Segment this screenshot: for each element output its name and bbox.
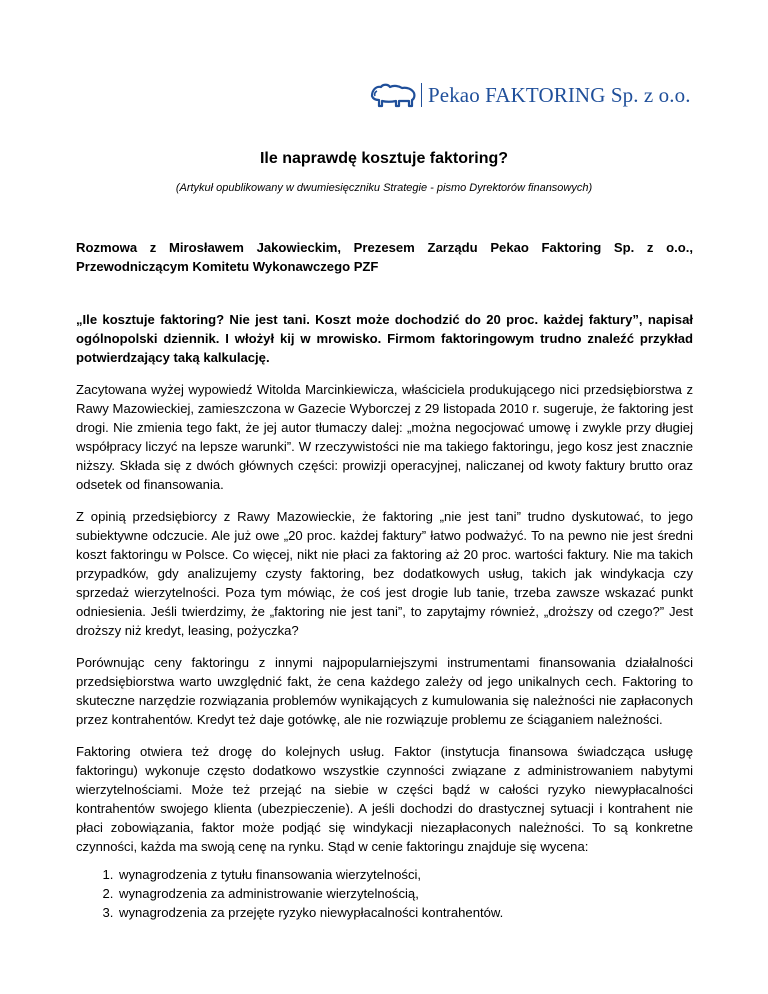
article-subtitle: (Artykuł opublikowany w dwumiesięczniku Strategie - pismo Dyrektorów finansowych) <box>175 182 593 194</box>
lead-paragraph: „Ile kosztuje faktoring? Nie jest tani. Koszt może dochodzić do 20 proc. każdej faktury”, napisał ogólnopolski dziennik. I włożył kij w mrowisko. Firmom faktoringowym trudno znaleźć przykład potwierdzający taką kalkulację. <box>76 312 693 365</box>
body-paragraph: Zacytowana wyżej wypowiedź Witolda Marcinkiewicza, właściciela produkującego nici przedsiębiorstwa z Rawy Mazowieckiej, zamieszczona w Gazecie Wyborczej z 29 listopada 2010 r. sugeruje, że faktoring jest drogi. Nie zmienia tego fakt, że jej autor tłumaczy dalej: „można negocjować umowę i zwykle przy długiej współpracy liczyć na lepsze warunki”. W rzeczywistości nie ma takiego faktoringu, jego kosz jest znacznie niższy. Składa się z dwóch głównych części: prowizji operacyjnej, naliczanej od kwoty faktury brutto oraz odsetek od finansowania. <box>76 382 693 492</box>
company-logo <box>369 82 691 108</box>
list-item: 1. wynagrodzenia z tytułu finansowania wierzytelności, <box>117 865 693 884</box>
body-paragraph: Z opinią przedsiębiorcy z Rawy Mazowieckie, że faktoring „nie jest tani” trudno dyskutować, to jego subiektywne odczucie. Ale już owe „20 proc. każdej faktury” łatwo podważyć. To na pewno nie jest średni koszt faktoringu w Polsce. Co więcej, nikt nie płaci za faktoring aż 20 proc. wartości faktury. Nie ma takich przypadków, gdy analizujemy czysty faktoring, bez dodatkowych usług, takich jak windykacja czy sprzedaż wierzytelności. Poza tym mówiąc, że coś jest drogie lub tanie, trzeba zawsze wskazać punkt odniesienia. Jeśli twierdzimy, że „faktoring nie jest tani”, to zapytajmy również, „droższy od czego?” Jest droższy niż kredyt, leasing, pożyczka? <box>76 509 693 638</box>
article-body <box>76 238 693 922</box>
interview-intro: Rozmowa z Mirosławem Jakowieckim, Prezesem Zarządu Pekao Faktoring Sp. z o.o., Przewodniczącym Komitetu Wykonawczego PZF <box>76 240 693 274</box>
list-item: 3. wynagrodzenia za przejęte ryzyko niewypłacalności kontrahentów. <box>117 903 693 922</box>
body-paragraph: Porównując ceny faktoringu z innymi najpopularniejszymi instrumentami finansowania działalności przedsiębiorstwa warto uwzględnić fakt, że cena każdego zależy od jego unikalnych cech. Faktoring to skuteczne narzędzie rozwiązania problemów wynikających z kumulowania się należności nie zapłaconych przez kontrahentów. Kredyt też daje gotówkę, ale nie rozwiązuje problemu ze ściąganiem należności. <box>76 655 693 727</box>
logo-divider <box>421 83 422 107</box>
list-item: 2. wynagrodzenia za administrowanie wierzytelnością, <box>117 884 693 903</box>
pricing-list <box>76 865 693 922</box>
bison-logo-icon <box>369 82 417 108</box>
article-title: Ile naprawdę kosztuje faktoring? <box>259 150 509 167</box>
company-name: Pekao FAKTORING Sp. z o.o. <box>428 82 691 107</box>
body-paragraph: Faktoring otwiera też drogę do kolejnych usług. Faktor (instytucja finansowa świadcząca usługę faktoringu) wykonuje często dodatkowo wszystkie czynności związane z administrowaniem nabytymi wierzytelnościami. Może też przejąć na siebie w części bądź w całości ryzyko niewypłacalności kontrahentów swojego klienta (ubezpieczenie). A jeśli dochodzi do drastycznej sytuacji i kontrahent nie płaci zobowiązania, faktor może podjąć się windykacji niezapłaconych należności. To są konkretne czynności, każda ma swoją cenę na rynku. Stąd w cenie faktoringu znajduje się wycena: <box>76 744 693 854</box>
